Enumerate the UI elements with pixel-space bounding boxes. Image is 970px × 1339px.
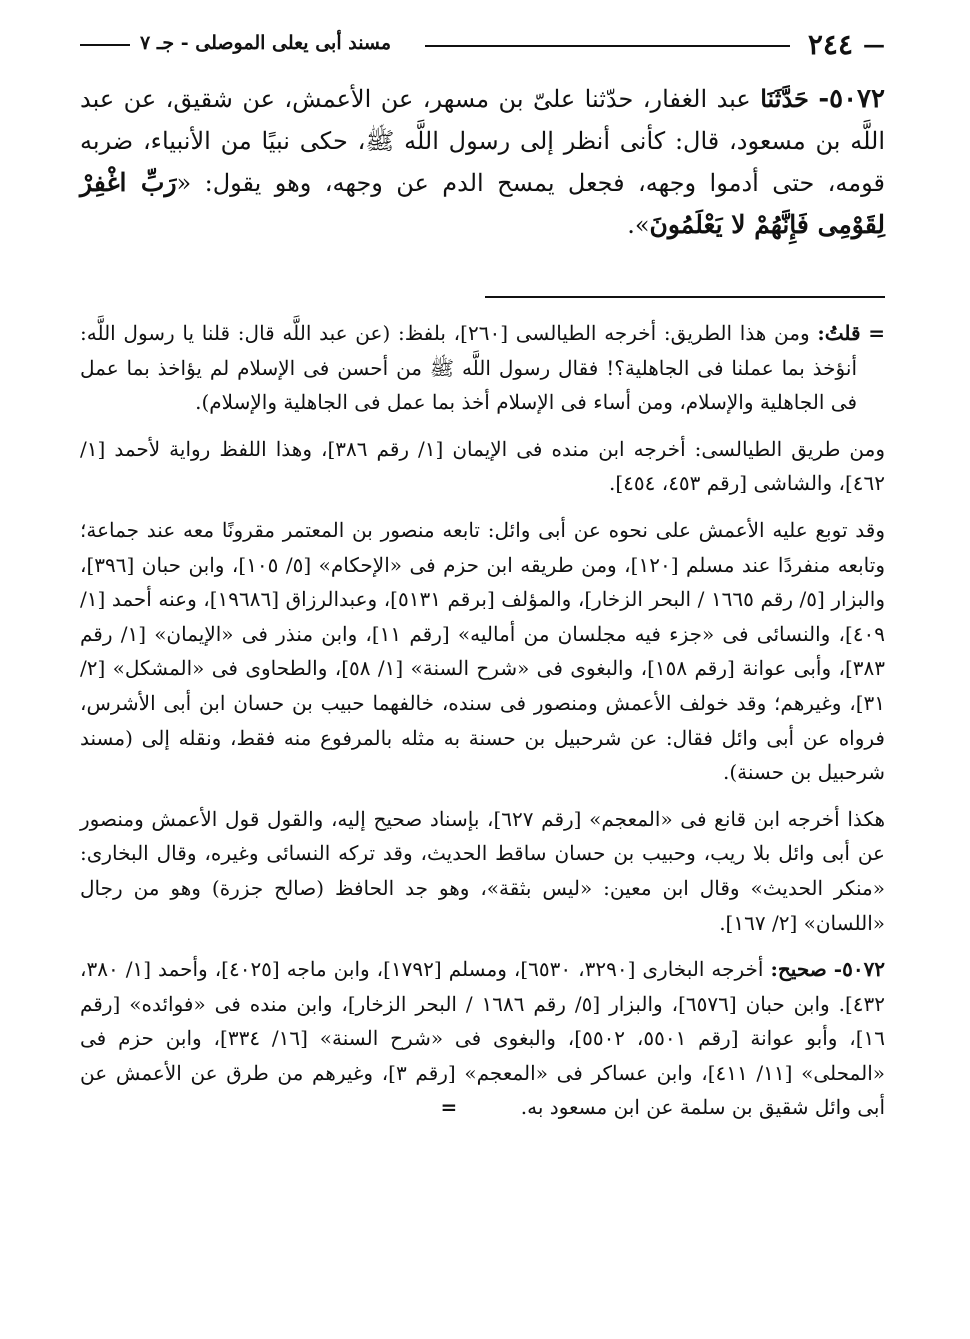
note-hadith-number: ٥٠٧٢- <box>833 957 886 982</box>
footnote-separator <box>485 296 885 298</box>
note-paragraph-1 <box>80 316 885 420</box>
page-header <box>80 28 885 62</box>
note-text-5: أخرجه البخارى [٣٢٩٠، ٦٥٣٠]، ومسلم [١٧٩٢]، وابن ماجه [٤٠٢٥]، وأحمد [١/ ٣٨٠، ٤٣٢]. وابن حبان [٦٥٧٦]، والبزار [٥/ رقم ١٦٨٦ / البحر الزخار]، وابن منده فى «فوائده» [رقم ١٦]، وأبو عوانة [رقم ٥٥٠١، ٥٥٠٢]، والبغوى فى «شرح السنة» [١٦/ ٣٣٤]، وابن حزم فى «المحلى» [١١/ ٤١١]، وابن عساكر فى «المعجم» [رقم ٣]، وغيرهم من طرق عن الأعمش عن أبى وائل شقيق بن سلمة عن ابن مسعود به. <box>80 957 886 1120</box>
note-paragraph-4: هكذا أخرجه ابن قانع فى «المعجم» [رقم ٦٢٧]، بإسناد صحيح إليه، والقول قول الأعمش ومنصور عن أبى وائل بلا ريب، وحبيب بن حسان ساقط الحديث، وقد تركه النسائى وغيره، وقال البخارى: «منكر الحديث» وقال ابن معين: «ليس بثقة»، وهو جد الحافظ (صالح جزرة) وهو من رجال «اللسان» [٢/ ١٦٧]. <box>80 806 885 935</box>
running-title: مسند أبى يعلى الموصلى - جـ ٧ <box>140 32 392 54</box>
footnotes <box>80 316 885 1137</box>
continuation-mark: = <box>440 1095 458 1120</box>
note-paragraph-2: ومن طريق الطيالسى: أخرجه ابن منده فى الإيمان [١/ رقم ٣٨٦]، وهذا اللفظ رواية لأحمد [١/ ٤٦٢]، والشاشى [رقم ٤٥٣، ٤٥٤]. <box>80 436 885 496</box>
note-paragraph-5 <box>80 952 885 1125</box>
hadith-text <box>80 78 885 246</box>
note-paragraph-3: وقد توبع عليه الأعمش على نحوه عن أبى وائل: تابعه منصور بن المعتمر مقرونًا معه عند جماعة؛ وتابعه منفردًا عند مسلم [١٢٠]، ومن طريقه ابن حزم فى «الإحكام» [٥/ ١٠٥]، وابن حبان [٣٩٦]، والبزار [٥/ رقم ١٦٦٥ / البحر الزخار]، والمؤلف [برقم ٥١٣١]، وعبدالرزاق [١٩٦٨٦]، وعنه أحمد [١/ ٤٠٩]، والنسائى فى «جزء فيه مجلسان من أماليه» [رقم ١١]، وابن منذر فى «الإيمان» [١/ رقم ٣٨٣]، وأبى عوانة [رقم ١٥٨]، والبغوى فى «شرح السنة» [١/ ٥٨]، والطحاوى فى «المشكل» [٢/ ٣١]، وغيرهم؛ وقد خولف الأعمش ومنصور فى سنده، خالفهما حبيب بن حسان ابن أبى الأشرس، فرواه عن أبى وائل فقال: عن شرحبيل بن حسنة به مثله بالمرفوع منه فقط، ونقله إلى (مسند شرحبيل بن حسنة). <box>80 517 885 785</box>
header-dash-right: — <box>863 31 885 58</box>
page-number-text: ٢٤٤ <box>807 28 853 61</box>
header-dash-left <box>80 44 130 46</box>
note-grade-sahih: صحيح: <box>770 957 827 982</box>
page-number <box>808 28 885 61</box>
hadith-body: عبد الغفار، حدّثنا علىّ بن مسهر، عن الأعمش، عن شقيق، عن عبد اللَّه بن مسعود، قال: كأنى أنظر إلى رسول اللَّه ﷺ، حكى نبيًا من الأنبياء، ضربه قومه، حتى أدموا وجهه، فجعل يمسح الدم عن وجهه، وهو يقول: « <box>80 85 886 197</box>
note-label-qultu: قلتُ: <box>817 321 861 345</box>
haddathana: حَدَّثَنَا <box>760 84 809 113</box>
note-text-1: ومن هذا الطريق: أخرجه الطيالسى [٢٦٠]، بلفظ: (عن عبد اللَّه قال: قلنا يا رسول اللَّه: أنؤخذ بما عملنا فى الجاهلية؟! فقال رسول اللَّه ﷺ من أحسن فى الإسلام لم يؤاخذ بما عمل فى الجاهلية والإسلام، ومن أساء فى الإسلام أخذ بما عمل فى الجاهلية والإسلام). <box>80 321 857 415</box>
start-mark: = <box>868 321 885 345</box>
header-rule <box>425 45 790 47</box>
hadith-end: ». <box>627 211 650 239</box>
quran-quote: رَبِّ اغْفِرْ لِقَوْمِى فَإِنَّهُمْ لا يَعْلَمُونَ <box>80 168 885 239</box>
hadith-number: ٥٠٧٢- <box>818 84 885 114</box>
